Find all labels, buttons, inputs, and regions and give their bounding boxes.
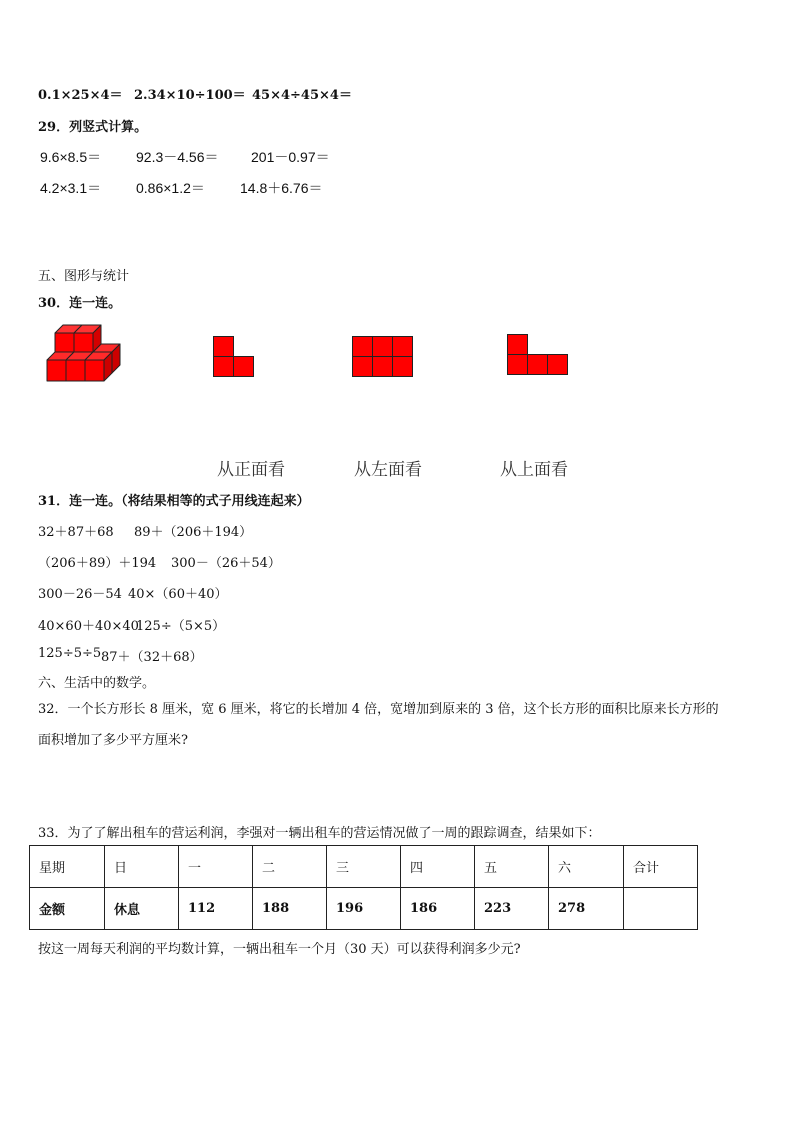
profit-table (29, 845, 698, 930)
cube-solid-figure (44, 324, 126, 384)
table-cell (624, 888, 698, 930)
table-cell: 六 (549, 846, 624, 888)
q31-left-4: 40×60＋40×40 (38, 619, 139, 634)
q31-right-1: 89＋（206＋194） (134, 525, 253, 540)
q29-title: 29．列竖式计算。 (38, 120, 148, 135)
table-cell: 五 (475, 846, 549, 888)
q29-expr-3: 201－0.97＝ (251, 149, 330, 165)
expr-top-3: 45×4÷45×4＝ (252, 88, 352, 103)
expr-top-1: 0.1×25×4＝ (38, 88, 123, 103)
table-cell: 三 (327, 846, 401, 888)
q31-title: 31．连一连。（将结果相等的式子用线连起来） (38, 494, 310, 509)
q29-expr-5: 0.86×1.2＝ (136, 180, 205, 196)
view-label-front: 从正面看 (217, 460, 285, 480)
table-header-row (30, 846, 698, 888)
q30-title: 30．连一连。 (38, 296, 122, 311)
expr-top-2: 2.34×10÷100＝ (134, 88, 246, 103)
table-cell: 223 (475, 888, 549, 930)
q32-line-1: 32．一个长方形长 8 厘米，宽 6 厘米，将它的长增加 4 倍，宽增加到原来的 3 倍，这个长方形的面积比原来长方形的 (38, 702, 719, 717)
table-cell: 112 (179, 888, 253, 930)
top-view-figure (507, 334, 569, 376)
table-cell: 188 (253, 888, 327, 930)
table-cell: 二 (253, 846, 327, 888)
q31-left-2: （206＋89）＋194 (38, 556, 157, 571)
table-cell: 金额 (30, 888, 105, 930)
q31-left-3: 300－26－54 (38, 587, 122, 602)
section-5-heading: 五、图形与统计 (38, 269, 130, 284)
table-cell: 合计 (624, 846, 698, 888)
table-cell: 278 (549, 888, 624, 930)
left-view-figure (213, 336, 255, 378)
table-cell: 日 (105, 846, 179, 888)
table-cell: 四 (401, 846, 475, 888)
front-view-figure (352, 336, 414, 378)
q33-question: 按这一周每天利润的平均数计算，一辆出租车一个月（30 天）可以获得利润多少元? (38, 942, 521, 957)
q29-expr-6: 14.8＋6.76＝ (240, 180, 323, 196)
table-row (30, 888, 698, 930)
view-label-left: 从左面看 (354, 460, 422, 480)
q31-right-3: 40×（60＋40） (128, 587, 228, 602)
q31-right-5: 87＋（32＋68） (101, 650, 203, 665)
q33-title: 33．为了了解出租车的营运利润，李强对一辆出租车的营运情况做了一周的跟踪调查，结果如下： (38, 826, 601, 841)
table-cell: 星期 (30, 846, 105, 888)
q32-line-2: 面积增加了多少平方厘米? (38, 733, 188, 748)
q31-left-5: 125÷5÷5 (38, 646, 102, 661)
table-cell: 186 (401, 888, 475, 930)
q29-expr-4: 4.2×3.1＝ (40, 180, 102, 196)
table-cell: 196 (327, 888, 401, 930)
q29-expr-1: 9.6×8.5＝ (40, 149, 102, 165)
q31-right-4: 125÷（5×5） (136, 619, 226, 634)
table-cell: 休息 (105, 888, 179, 930)
q29-expr-2: 92.3－4.56＝ (136, 149, 219, 165)
section-6-heading: 六、生活中的数学。 (38, 676, 156, 691)
table-cell: 一 (179, 846, 253, 888)
view-label-top: 从上面看 (500, 460, 568, 480)
q31-right-2: 300－（26＋54） (171, 556, 281, 571)
q31-left-1: 32＋87＋68 (38, 525, 114, 540)
